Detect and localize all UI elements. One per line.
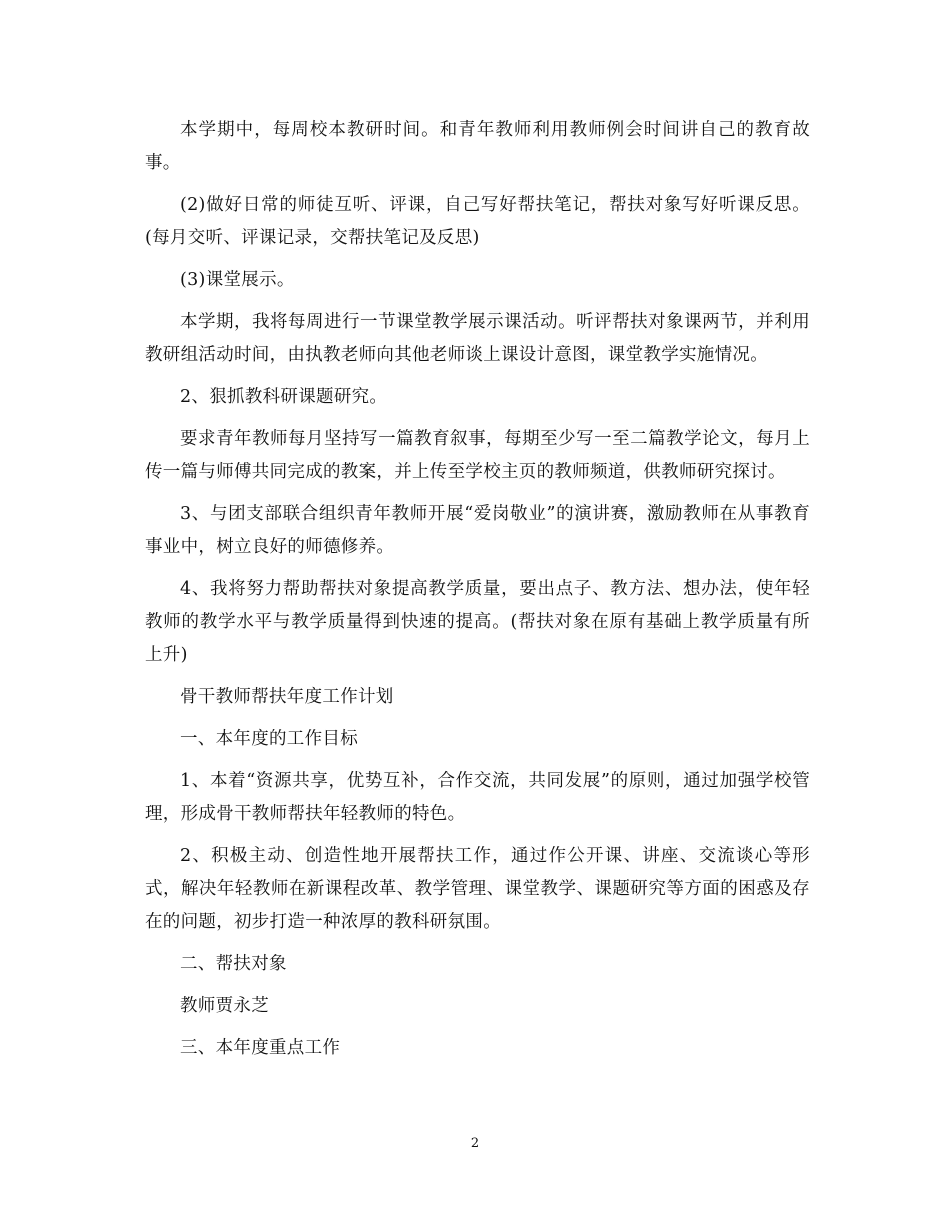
- paragraph: 2、狠抓教科研课题研究。: [180, 387, 388, 407]
- paragraph: 3、与团支部联合组织青年教师开展“爱岗敬业”的演讲赛，激励教师在从事教育事业中，树立良好的师德修养。: [145, 504, 810, 557]
- document-body: [145, 114, 810, 1074]
- section-heading: 三、本年度重点工作: [180, 1038, 341, 1058]
- paragraph: (3)课堂展示。: [180, 270, 295, 290]
- section-heading: 二、帮扶对象: [180, 954, 287, 974]
- paragraph: 4、我将努力帮助帮扶对象提高教学质量，要出点子、教方法、想办法，使年轻教师的教学水平与教学质量得到快速的提高。(帮扶对象在原有基础上教学质量有所上升): [145, 579, 810, 665]
- page-number: 2: [470, 1136, 480, 1151]
- paragraph: (2)做好日常的师徒互听、评课，自己写好帮扶笔记，帮扶对象写好听课反思。(每月交听、评课记录，交帮扶笔记及反思): [145, 195, 810, 248]
- paragraph: 本学期，我将每周进行一节课堂教学展示课活动。听评帮扶对象课两节，并利用教研组活动时间，由执教老师向其他老师谈上课设计意图，课堂教学实施情况。: [145, 312, 810, 365]
- paragraph: 本学期中，每周校本教研时间。和青年教师利用教师例会时间讲自己的教育故事。: [145, 120, 810, 173]
- paragraph: 2、积极主动、创造性地开展帮扶工作，通过作公开课、讲座、交流谈心等形式，解决年轻教师在新课程改革、教学管理、课堂教学、课题研究等方面的困惑及存在的问题，初步打造一种浓厚的教科研氛围。: [145, 846, 810, 932]
- paragraph: 教师贾永芝: [180, 996, 269, 1016]
- paragraph: 1、本着“资源共享，优势互补，合作交流，共同发展”的原则，通过加强学校管理，形成骨干教师帮扶年轻教师的特色。: [145, 771, 810, 824]
- section-heading: 骨干教师帮扶年度工作计划: [180, 687, 394, 707]
- section-heading: 一、本年度的工作目标: [180, 729, 358, 749]
- paragraph: 要求青年教师每月坚持写一篇教育叙事，每期至少写一至二篇教学论文，每月上传一篇与师傅共同完成的教案，并上传至学校主页的教师频道，供教师研究探讨。: [145, 429, 810, 482]
